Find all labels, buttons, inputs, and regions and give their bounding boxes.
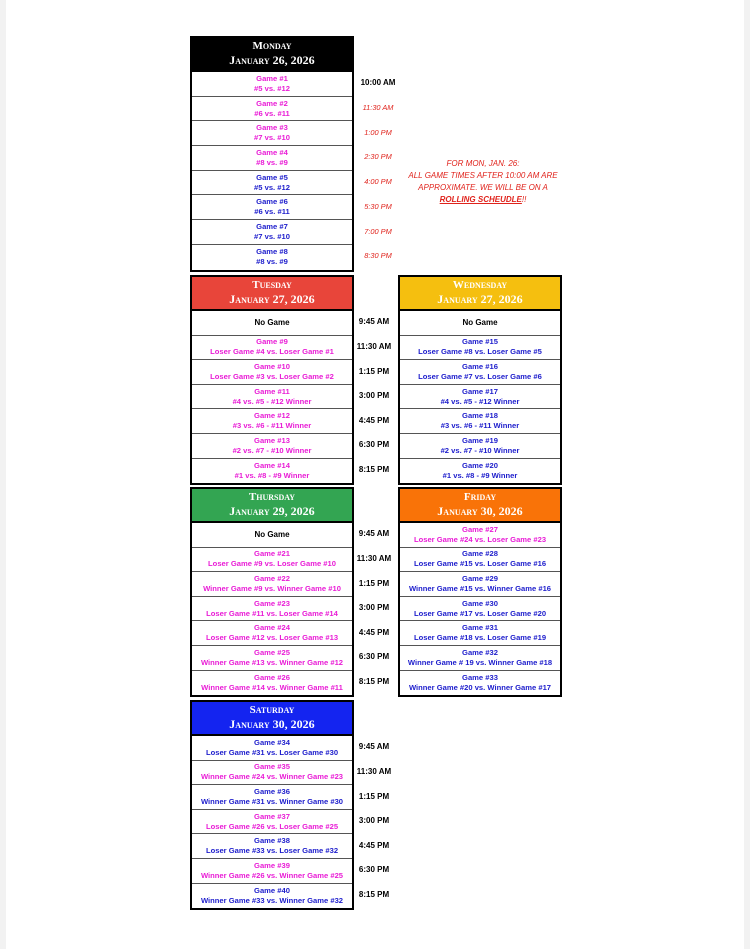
game-matchup: #5 vs. #12 [254,182,290,192]
game-time: 4:00 PM [364,177,392,187]
game-row [192,761,352,786]
game-matchup: Loser Game #8 vs. Loser Game #5 [418,347,542,357]
game-title: Game #1 [256,73,288,83]
day-date: January 29, 2026 [229,504,315,518]
game-matchup: Loser Game #33 vs. Loser Game #32 [205,846,339,856]
game-title: Game #17 [462,386,498,396]
game-matchup: #2 vs. #7 - #10 Winner [440,445,520,455]
game-title: Game #29 [462,573,498,583]
game-row [400,409,560,434]
game-row [192,736,352,761]
game-time: 3:00 PM [358,816,390,826]
game-row [192,97,352,122]
game-title: Game #35 [254,762,290,772]
game-matchup: Loser Game #15 vs. Loser Game #16 [413,559,547,569]
game-title: Game #23 [254,598,290,608]
monday-games [192,72,352,270]
game-row [192,810,352,835]
game-time: 6:30 PM [358,865,390,875]
game-title: Game #3 [256,123,288,133]
game-time: 3:00 PM [358,603,390,613]
game-row [192,385,352,410]
game-title: Game #28 [462,549,498,559]
game-title: Game #8 [256,247,288,257]
game-title: Game #30 [462,598,498,608]
game-row [192,459,352,484]
game-title: Game #9 [256,337,288,347]
no-game-row [192,523,352,548]
game-title: Game #27 [462,524,498,534]
game-title: Game #10 [254,361,290,371]
game-matchup: Loser Game #4 vs. Loser Game #1 [210,347,334,357]
game-title: Game #4 [256,147,288,157]
game-row [192,434,352,459]
no-game-row [400,311,560,336]
schedule-sheet [6,0,744,949]
saturday-games [192,736,352,908]
game-time: 11:30 AM [356,553,392,563]
game-title: Game #12 [254,411,290,421]
game-time: 8:15 PM [358,676,390,686]
game-time: 9:45 AM [358,529,390,539]
game-title: Game #6 [256,197,288,207]
game-time: 6:30 PM [358,652,390,662]
game-matchup: #5 vs. #12 [254,83,290,93]
game-title: Game #32 [462,647,498,657]
game-matchup: Loser Game #9 vs. Loser Game #10 [208,559,336,569]
game-title: Game #15 [462,337,498,347]
game-matchup: Winner Game #14 vs. Winner Game #11 [201,682,343,692]
game-row [192,621,352,646]
thursday-schedule [190,487,354,697]
notice-underlined: ROLLING SCHEUDLE [439,195,522,204]
game-title: Game #36 [254,786,290,796]
game-time: 8:15 PM [358,889,390,899]
game-title: Game #37 [254,811,290,821]
game-time: 1:15 PM [358,578,390,588]
game-row [192,785,352,810]
game-matchup: Loser Game #3 vs. Loser Game #2 [210,371,334,381]
game-matchup: Winner Game #26 vs. Winner Game #25 [200,870,344,880]
game-time: 7:00 PM [364,226,392,236]
day-date: January 30, 2026 [229,717,315,731]
game-row [192,409,352,434]
game-title: Game #5 [256,172,288,182]
game-title: Game #7 [256,221,288,231]
game-row [192,646,352,671]
game-title: Game #38 [254,836,290,846]
game-time: 1:15 PM [358,366,390,376]
game-time: 8:15 PM [358,464,390,474]
game-row [192,336,352,361]
game-matchup: Loser Game #24 vs. Loser Game #23 [413,534,547,544]
game-row [192,121,352,146]
game-matchup: #7 vs. #10 [254,133,290,143]
game-matchup: Loser Game #26 vs. Loser Game #25 [205,821,339,831]
game-row [400,572,560,597]
game-title: Game #40 [254,885,290,895]
game-row [400,646,560,671]
game-matchup: Loser Game #7 vs. Loser Game #6 [418,371,542,381]
thursday-games [192,523,352,695]
game-row [192,572,352,597]
game-matchup: #4 vs. #5 - #12 Winner [232,396,312,406]
game-time: 11:30 AM [362,103,394,113]
game-row [192,360,352,385]
wednesday-schedule [398,275,562,485]
game-title: Game #14 [254,460,290,470]
friday-games [400,523,560,695]
game-matchup: #4 vs. #5 - #12 Winner [440,396,520,406]
game-title: Game #18 [462,411,498,421]
game-row [400,621,560,646]
monday-schedule [190,36,354,272]
game-title: Game #13 [254,435,290,445]
game-matchup: #1 vs. #8 - #9 Winner [234,470,310,480]
saturday-schedule [190,700,354,910]
game-matchup: Loser Game #12 vs. Loser Game #13 [205,633,339,643]
game-matchup: #6 vs. #11 [254,207,290,217]
game-row [192,834,352,859]
thursday-header [192,489,352,523]
game-time: 1:00 PM [364,127,392,137]
day-date: January 27, 2026 [437,292,523,306]
notice-line [401,194,565,206]
game-matchup: Winner Game #13 vs. Winner Game #12 [200,657,344,667]
game-time: 11:30 AM [356,766,392,776]
game-row [400,385,560,410]
game-matchup: Winner Game #9 vs. Winner Game #10 [203,583,341,593]
game-matchup: #8 vs. #9 [256,257,288,267]
no-game-label: No Game [254,317,290,327]
day-name: Friday [463,491,497,503]
saturday-header [192,702,352,736]
game-time: 6:30 PM [358,440,390,450]
game-matchup: Winner Game #20 vs. Winner Game #17 [408,682,552,692]
day-date: January 26, 2026 [229,53,315,67]
game-row [192,884,352,909]
game-time: 3:00 PM [358,391,390,401]
game-time: 4:45 PM [358,627,390,637]
day-date: January 27, 2026 [229,292,315,306]
game-row [192,548,352,573]
notice-suffix: !! [521,195,527,204]
game-matchup: Winner Game #31 vs. Winner Game #30 [200,796,344,806]
game-row [400,523,560,548]
game-time: 4:45 PM [358,415,390,425]
game-matchup: #8 vs. #9 [256,157,288,167]
game-matchup: #3 vs. #6 - #11 Winner [440,421,520,431]
friday-header [400,489,560,523]
game-time: 2:30 PM [364,152,392,162]
game-title: Game #19 [462,435,498,445]
monday-header [192,38,352,72]
game-matchup: #3 vs. #6 - #11 Winner [232,421,312,431]
game-title: Game #11 [254,386,290,396]
no-game-label: No Game [462,317,498,327]
game-matchup: Loser Game #17 vs. Loser Game #20 [413,608,547,618]
game-time: 10:00 AM [360,78,396,88]
game-matchup: Loser Game #11 vs. Loser Game #14 [206,608,338,618]
game-matchup: Loser Game #18 vs. Loser Game #19 [413,633,547,643]
game-title: Game #22 [254,573,290,583]
game-row [400,459,560,484]
game-matchup: #1 vs. #8 - #9 Winner [442,470,518,480]
game-title: Game #24 [254,623,290,633]
game-time: 5:30 PM [364,201,392,211]
day-name: Thursday [248,491,296,503]
tuesday-schedule [190,275,354,485]
tuesday-games [192,311,352,483]
game-matchup: Loser Game #31 vs. Loser Game #30 [205,747,339,757]
game-matchup: #2 vs. #7 - #10 Winner [232,445,312,455]
game-title: Game #16 [462,361,498,371]
game-title: Game #34 [254,737,290,747]
game-title: Game #2 [256,98,288,108]
game-row [400,548,560,573]
wednesday-games [400,311,560,483]
game-row [400,597,560,622]
day-name: Tuesday [252,279,292,291]
game-row [192,597,352,622]
game-title: Game #31 [462,623,498,633]
game-row [192,72,352,97]
rolling-schedule-notice [401,158,565,206]
no-game-row [192,311,352,336]
game-title: Game #25 [254,647,290,657]
no-game-label: No Game [254,529,290,539]
game-matchup: #7 vs. #10 [254,231,290,241]
game-title: Game #33 [462,672,498,682]
game-time: 9:45 AM [358,317,390,327]
game-row [192,671,352,696]
game-matchup: Winner Game #24 vs. Winner Game #23 [200,772,344,782]
wednesday-header [400,277,560,311]
game-row [400,336,560,361]
game-row [192,146,352,171]
game-row [192,171,352,196]
game-row [192,245,352,270]
day-name: Saturday [249,704,295,716]
game-title: Game #20 [462,460,498,470]
game-title: Game #26 [254,672,290,682]
game-row [192,220,352,245]
day-date: January 30, 2026 [437,504,523,518]
game-matchup: Winner Game # 19 vs. Winner Game #18 [407,657,553,667]
game-matchup: Winner Game #15 vs. Winner Game #16 [408,583,552,593]
game-matchup: #6 vs. #11 [254,108,290,118]
game-time: 4:45 PM [358,840,390,850]
game-time: 11:30 AM [356,341,392,351]
game-matchup: Winner Game #33 vs. Winner Game #32 [200,895,344,905]
game-row [192,195,352,220]
game-time: 9:45 AM [358,742,390,752]
game-title: Game #39 [254,860,290,870]
friday-schedule [398,487,562,697]
day-name: Monday [252,40,292,52]
game-title: Game #21 [254,549,290,559]
game-row [400,434,560,459]
day-name: Wednesday [452,279,508,291]
tuesday-header [192,277,352,311]
notice-line: FOR MON, JAN. 26: [446,159,520,168]
notice-line: APPROXIMATE. WE WILL BE ON A [418,183,548,192]
game-time: 8:30 PM [364,251,392,261]
game-row [192,859,352,884]
notice-line: ALL GAME TIMES AFTER 10:00 AM ARE [408,171,558,180]
game-row [400,671,560,696]
game-time: 1:15 PM [358,791,390,801]
game-row [400,360,560,385]
